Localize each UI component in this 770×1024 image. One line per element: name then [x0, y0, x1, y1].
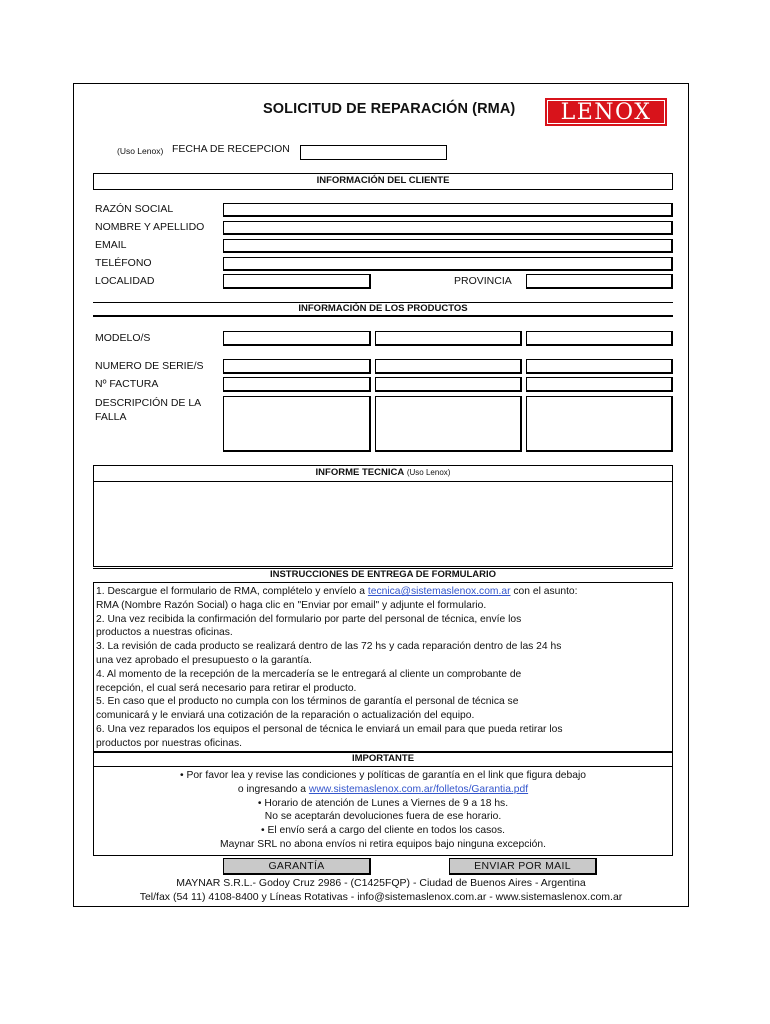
importante-line-1: • Por favor lea y revise las condiciones y políticas de garantía en el link que figura debajo: [180, 770, 586, 781]
instr-1-pre: 1. Descargue el formulario de RMA, complételo y envíelo a: [96, 586, 365, 597]
email-input[interactable]: [223, 239, 673, 253]
fecha-recepcion-input[interactable]: [300, 145, 447, 160]
instr-5-line2: comunicará y le enviará una cotización de la reparación o actualización del equipo.: [96, 710, 475, 722]
serie-input-1[interactable]: [223, 359, 371, 374]
modelos-label: MODELO/S: [95, 332, 151, 344]
descripcion-input-1[interactable]: [223, 396, 371, 452]
importante-line-2-pre: o ingresando a: [237, 783, 307, 795]
importante-text: [93, 769, 673, 852]
serie-input-3[interactable]: [526, 359, 673, 374]
provincia-label: PROVINCIA: [454, 275, 512, 287]
instr-1-line2: RMA (Nombre Razón Social) o haga clic en "Enviar por email" y adjunte el formulario.: [96, 599, 487, 611]
garantia-button[interactable]: GARANTÍA: [223, 858, 371, 875]
serie-input-2[interactable]: [375, 359, 522, 374]
localidad-input[interactable]: [223, 274, 371, 289]
telefono-label: TELÉFONO: [95, 257, 152, 269]
razon-social-input[interactable]: [223, 203, 673, 217]
informe-tecnica-textarea[interactable]: [94, 483, 672, 565]
instr-3-line2: una vez aprobado el presupuesto o la garantía.: [96, 654, 312, 666]
cliente-heading: INFORMACIÓN DEL CLIENTE: [93, 173, 673, 190]
factura-label: Nº FACTURA: [95, 378, 159, 390]
telefono-input[interactable]: [223, 257, 673, 271]
tecnica-email-link[interactable]: tecnica@sistemaslenox.com.ar: [367, 586, 511, 597]
descripcion-label-2: FALLA: [95, 411, 127, 423]
nombre-input[interactable]: [223, 221, 673, 235]
modelo-input-2[interactable]: [375, 331, 522, 346]
footer-address: MAYNAR S.R.L.- Godoy Cruz 2986 - (C1425FQP) - Ciudad de Buenos Aires - Argentina: [176, 877, 586, 889]
instr-4-line2: recepción, el cual será necesario para retirar el producto.: [96, 682, 357, 694]
instrucciones-text: [93, 585, 673, 751]
razon-social-label: RAZÓN SOCIAL: [95, 203, 174, 215]
instr-5-line1: 5. En caso que el producto no cumpla con los términos de garantía el personal de técnica se: [96, 696, 519, 708]
instr-3-line1: 3. La revisión de cada producto se realizará dentro de las 72 hs y cada reparación dentro de las 24 hs: [96, 641, 562, 653]
instr-2-line2: productos a nuestras oficinas.: [96, 627, 233, 639]
footer-contact: Tel/fax (54 11) 4108-8400 y Líneas Rotativas - info@sistemaslenox.com.ar - www.sistemaslenox.com.ar: [139, 891, 623, 903]
modelo-input-1[interactable]: [223, 331, 371, 346]
serie-label: NUMERO DE SERIE/S: [95, 360, 204, 372]
instr-6-line2: productos por nuestras oficinas.: [96, 737, 242, 749]
enviar-mail-button[interactable]: ENVIAR POR MAIL: [449, 858, 597, 875]
factura-input-3[interactable]: [526, 377, 673, 392]
instr-2-line1: 2. Una vez recibida la confirmación del formulario por parte del personal de técnica, envíe los: [96, 613, 522, 625]
fecha-recepcion-label: FECHA DE RECEPCION: [172, 143, 290, 155]
instr-1-post: con el asunto:: [513, 586, 578, 597]
descripcion-input-2[interactable]: [375, 396, 522, 452]
provincia-input[interactable]: [526, 274, 673, 289]
garantia-pdf-link[interactable]: www.sistemaslenox.com.ar/folletos/Garantia.pdf: [308, 783, 529, 795]
importante-heading: IMPORTANTE: [93, 752, 673, 767]
uso-lenox-note: (Uso Lenox): [117, 146, 164, 156]
email-label: EMAIL: [95, 239, 127, 251]
descripcion-input-3[interactable]: [526, 396, 673, 452]
informe-sub: (Uso Lenox): [406, 468, 451, 477]
importante-line-3: • Horario de atención de Lunes a Viernes de 9 a 18 hs.: [257, 797, 509, 809]
page-title: SOLICITUD DE REPARACIÓN (RMA): [263, 101, 516, 117]
factura-input-1[interactable]: [223, 377, 371, 392]
instr-4-line1: 4. Al momento de la recepción de la mercadería se le entregará al cliente un comprobante de: [96, 668, 522, 680]
informe-heading-row: [93, 466, 673, 482]
instr-6-line1: 6. Una vez reparados los equipos el personal de técnica le enviará un email para que pueda retirar los: [96, 723, 563, 735]
informe-heading: INFORME TECNICA: [315, 467, 405, 478]
lenox-logo: LENOX: [545, 98, 667, 126]
instrucciones-heading: INSTRUCCIONES DE ENTREGA DE FORMULARIO: [93, 568, 673, 583]
importante-line-5: • El envío será a cargo del cliente en todos los casos.: [260, 825, 505, 837]
localidad-label: LOCALIDAD: [95, 275, 155, 287]
nombre-label: NOMBRE Y APELLIDO: [95, 221, 205, 233]
productos-heading: INFORMACIÓN DE LOS PRODUCTOS: [93, 302, 673, 317]
modelo-input-3[interactable]: [526, 331, 673, 346]
descripcion-label-1: DESCRIPCIÓN DE LA: [95, 397, 202, 409]
importante-line-4: No se aceptarán devoluciones fuera de ese horario.: [264, 811, 502, 823]
factura-input-2[interactable]: [375, 377, 522, 392]
importante-line-6: Maynar SRL no abona envíos ni retira equipos bajo ninguna excepción.: [220, 838, 546, 850]
